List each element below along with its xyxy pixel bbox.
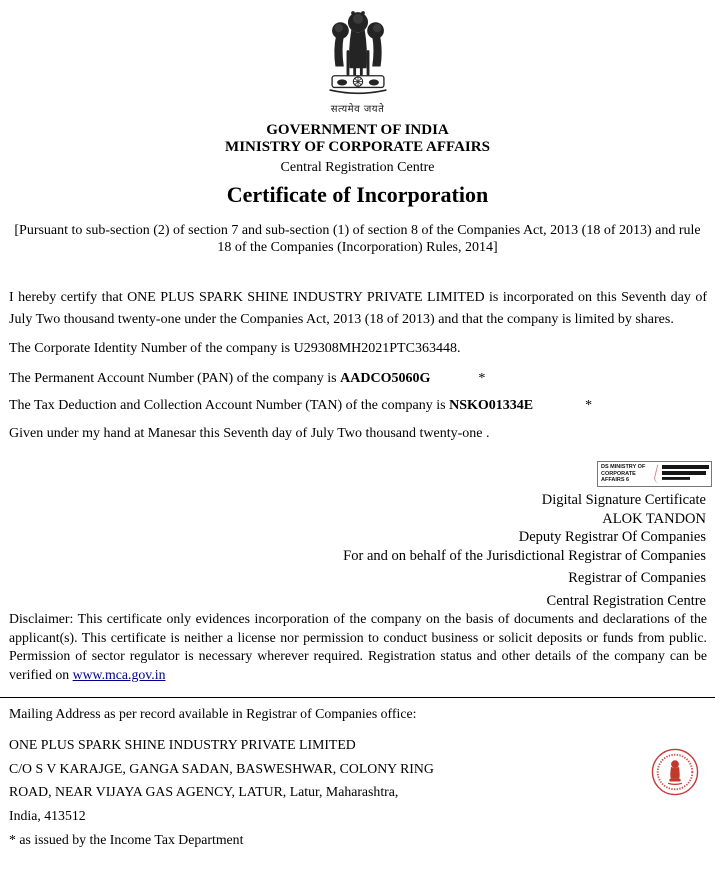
mailing-address-label: Mailing Address as per record available in Registrar of Companies office: bbox=[9, 706, 417, 721]
ministry-heading: MINISTRY OF CORPORATE AFFAIRS bbox=[225, 139, 490, 155]
disclaimer-paragraph bbox=[9, 610, 707, 684]
cin-label: The Corporate Identity Number of the company is bbox=[9, 341, 294, 356]
pan-tan-footnote: * as issued by the Income Tax Department bbox=[9, 832, 244, 847]
tan-label: The Tax Deduction and Collection Account Number (TAN) of the company is bbox=[9, 398, 450, 413]
ds-detail-line bbox=[662, 465, 709, 469]
pursuant-clause: [Pursuant to sub-section (2) of section 7 and sub-section (1) of section 8 of the Companies Act, 2013 (18 of 2013) and rule 18 of the Companies (Incorporation) Rules, 2014] bbox=[14, 223, 701, 255]
emblem-motto: सत्यमेव जयते bbox=[330, 104, 385, 115]
ds-stamp-details bbox=[661, 462, 711, 486]
certify-text-pre: I hereby certify that bbox=[9, 290, 128, 305]
certificate-title: Certificate of Incorporation bbox=[226, 182, 489, 207]
ds-detail-line bbox=[662, 471, 706, 475]
mca-website-link[interactable]: www.mca.gov.in bbox=[72, 666, 166, 682]
tan-value: NSKO01334E bbox=[449, 398, 534, 413]
pan-label: The Permanent Account Number (PAN) of the company is bbox=[9, 371, 341, 386]
mailing-address-block bbox=[9, 733, 509, 827]
sig-line-designation: Deputy Registrar Of Companies bbox=[518, 529, 706, 545]
pan-asterisk: * bbox=[478, 371, 486, 386]
signature-block bbox=[9, 491, 706, 610]
mailing-company-name: ONE PLUS SPARK SHINE INDUSTRY PRIVATE LIMITED bbox=[9, 737, 356, 752]
state-emblem-icon bbox=[315, 8, 401, 100]
ds-stamp-label: DS MINISTRY OF CORPORATE AFFAIRS 6 bbox=[601, 464, 646, 483]
cin-line bbox=[9, 341, 707, 357]
pan-value: AADCO5060G bbox=[340, 371, 431, 386]
tan-asterisk: * bbox=[585, 398, 593, 413]
disclaimer-text: Disclaimer: This certificate only evidences incorporation of the company on the basis of documents and declarations of the applicant(s). This certificate is neither a license nor permission to conduct business or solicit deposits or funds from public. Permission of sector regulator is necessary wherever required. Registration status and other details of the company can be verified on bbox=[9, 611, 707, 682]
sig-line-behalf: For and on behalf of the Jurisdictional Registrar of Companies bbox=[343, 547, 706, 564]
ds-detail-line bbox=[662, 477, 690, 481]
sig-line-crc: Central Registration Centre bbox=[546, 592, 706, 609]
given-under-hand-line: Given under my hand at Manesar this Seventh day of July Two thousand twenty-one . bbox=[9, 426, 490, 441]
mailing-address-line-2: ROAD, NEAR VIJAYA GAS AGENCY, LATUR, Latur, Maharashtra, bbox=[9, 784, 399, 799]
pan-line bbox=[9, 371, 707, 387]
sig-line-dsc: Digital Signature Certificate bbox=[541, 492, 706, 508]
emblem-block bbox=[0, 8, 715, 115]
tan-line bbox=[9, 398, 707, 414]
mailing-address-line-1: C/O S V KARAJGE, GANGA SADAN, BASWESHWAR, COLONY RING bbox=[9, 760, 434, 776]
sig-line-name: ALOK TANDON bbox=[602, 510, 706, 527]
section-divider bbox=[0, 697, 715, 698]
mailing-address-line-3: India, 413512 bbox=[9, 807, 86, 823]
mca-red-seal-icon bbox=[649, 746, 701, 798]
certify-paragraph bbox=[9, 287, 707, 330]
certify-text-post: is incorporated on this Seventh day of July Two thousand twenty-one under the Companies Act, 2013 (18 of 2013) and that the company is limited by shares. bbox=[9, 290, 707, 327]
sig-line-roc: Registrar of Companies bbox=[568, 570, 706, 586]
central-registration-centre-heading: Central Registration Centre bbox=[280, 160, 435, 175]
government-of-india-heading: GOVERNMENT OF INDIA bbox=[266, 122, 449, 138]
cin-value: U29308MH2021PTC363448. bbox=[293, 341, 461, 356]
company-name: ONE PLUS SPARK SHINE INDUSTRY PRIVATE LIMITED bbox=[127, 290, 485, 305]
digital-signature-stamp bbox=[597, 461, 712, 487]
